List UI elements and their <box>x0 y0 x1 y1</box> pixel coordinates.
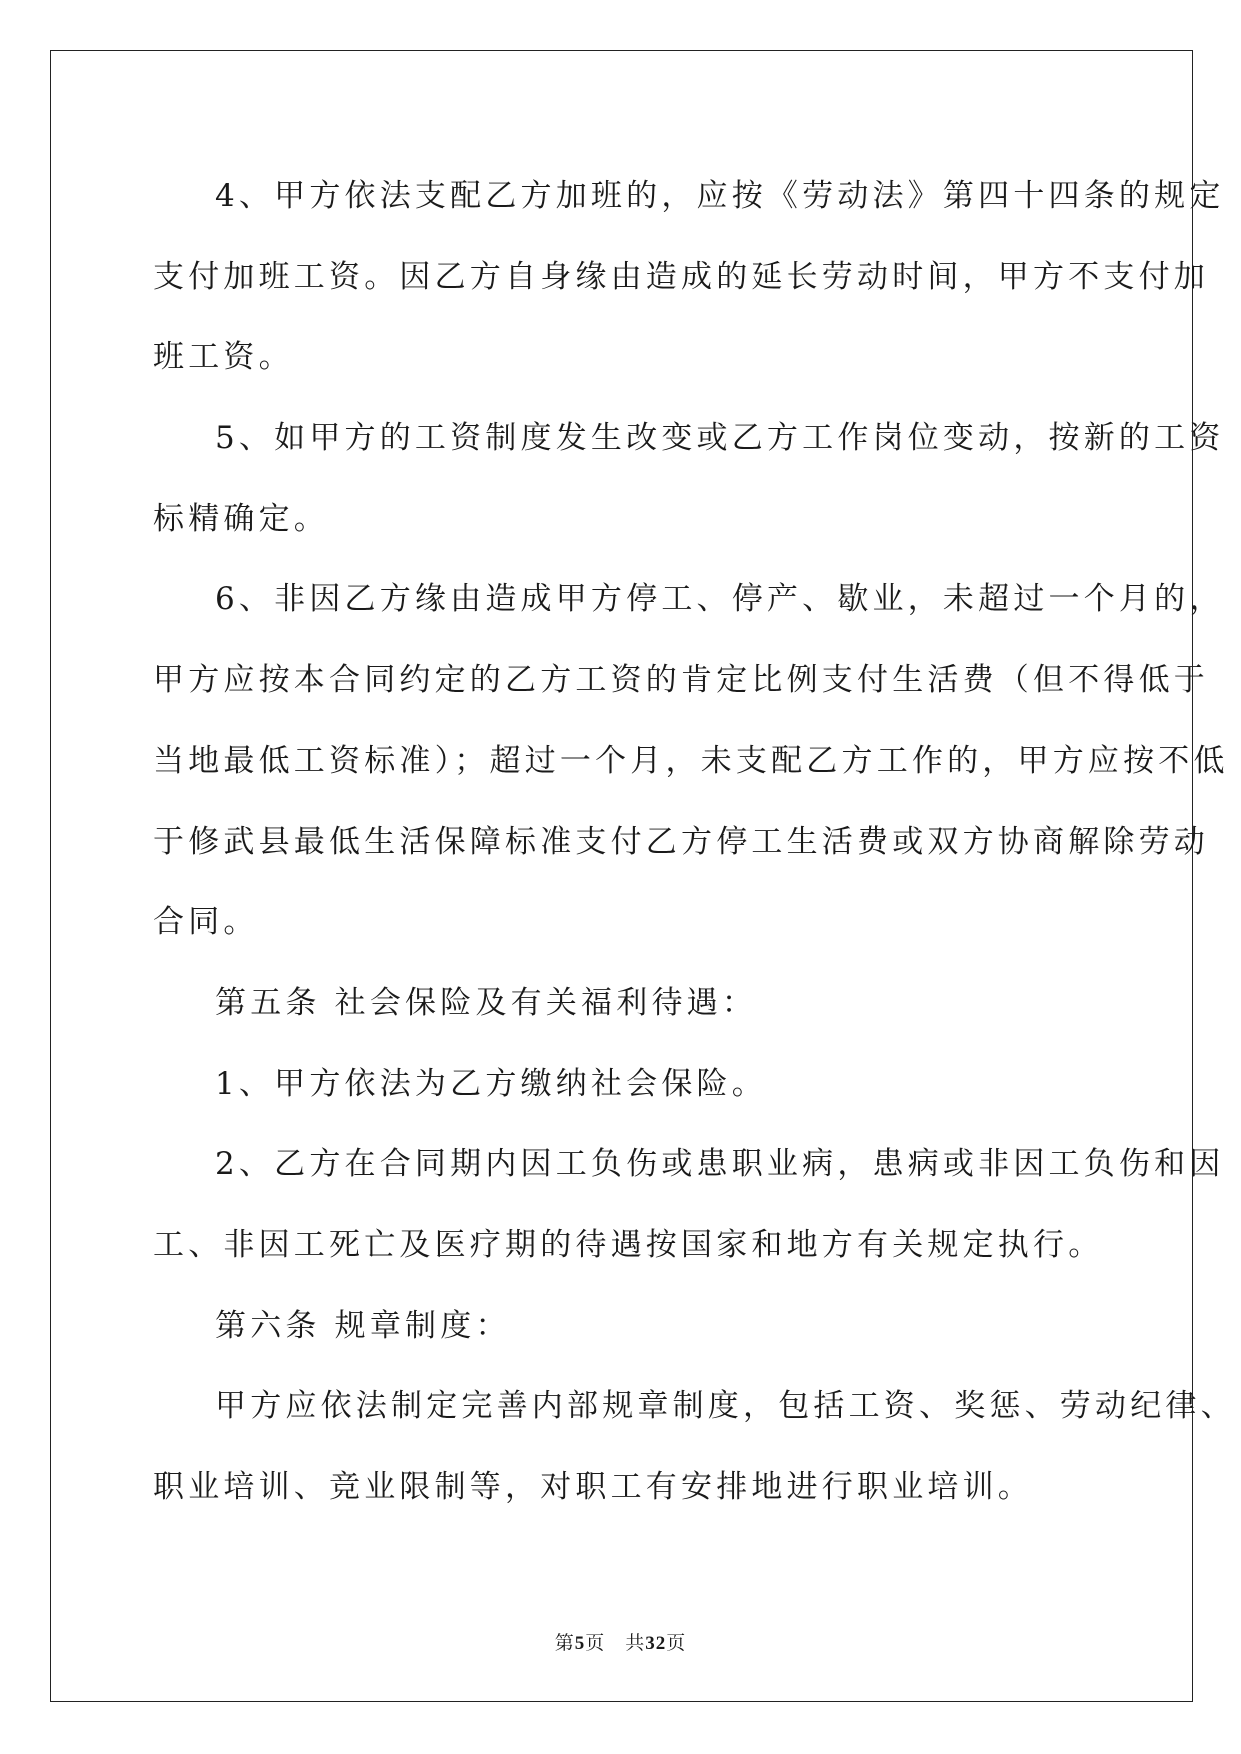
paragraph-line: 班工资。 <box>153 339 294 376</box>
document-body <box>153 156 1236 1528</box>
section-heading: 第五条 社会保险及有关福利待遇： <box>215 984 758 1021</box>
paragraph-line: 于修武县最低生活保障标准支付乙方停工生活费或双方协商解除劳动 <box>153 823 1209 860</box>
paragraph-line: 6、非因乙方缘由造成甲方停工、停产、歇业，未超过一个月的， <box>215 581 1225 618</box>
paragraph-line: 1、甲方依法为乙方缴纳社会保险。 <box>215 1065 767 1102</box>
paragraph-line: 5、如甲方的工资制度发生改变或乙方工作岗位变动，按新的工资 <box>215 420 1225 457</box>
paragraph-line: 职业培训、竞业限制等，对职工有安排地进行职业培训。 <box>153 1469 1033 1505</box>
page-footer <box>0 1628 1241 1655</box>
paragraph-line: 工、非因工死亡及医疗期的待遇按国家和地方有关规定执行。 <box>153 1226 1104 1263</box>
paragraph-line: 甲方应依法制定完善内部规章制度，包括工资、奖惩、劳动纪律、 <box>215 1388 1236 1425</box>
footer-suffix: 页 <box>666 1632 687 1654</box>
paragraph-line: 支付加班工资。因乙方自身缘由造成的延长劳动时间，甲方不支付加 <box>153 258 1209 295</box>
paragraph-line: 4、甲方依法支配乙方加班的，应按《劳动法》第四十四条的规定 <box>215 178 1225 214</box>
paragraph-line: 甲方应按本合同约定的乙方工资的肯定比例支付生活费（但不得低于 <box>153 662 1209 699</box>
paragraph-line: 2、乙方在合同期内因工负伤或患职业病，患病或非因工负伤和因 <box>215 1146 1225 1183</box>
paragraph-line: 合同。 <box>153 904 259 941</box>
paragraph-line: 标精确定。 <box>153 500 329 537</box>
section-heading: 第六条 规章制度： <box>215 1307 511 1344</box>
footer-page-number: 5 <box>574 1633 586 1654</box>
footer-middle: 页 共 <box>585 1632 646 1654</box>
footer-prefix: 第 <box>554 1632 575 1654</box>
footer-total-pages: 32 <box>645 1633 667 1654</box>
paragraph-line: 当地最低工资标准）；超过一个月，未支配乙方工作的，甲方应按不低 <box>153 742 1229 779</box>
